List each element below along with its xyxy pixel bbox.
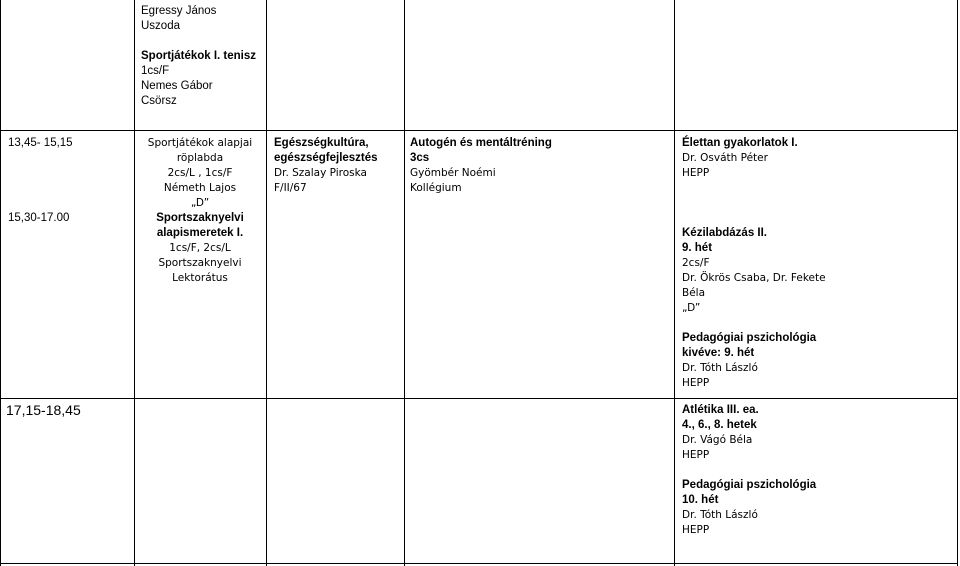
course-location: „D” <box>682 302 701 314</box>
top-block <box>141 4 256 109</box>
course-week: 4., 6., 8. hetek <box>682 419 757 431</box>
course-name: Sportjátékok alapjai <box>147 137 253 149</box>
grid-line-bottom <box>0 563 958 564</box>
time-slot-1: 13,45- 15,15 <box>8 137 73 149</box>
sport-column-cell <box>135 136 265 286</box>
grid-line-right-outer <box>957 0 958 566</box>
spacer <box>682 463 816 478</box>
course-teacher: Dr. Vágó Béla <box>682 434 753 446</box>
course-groups: 2cs/F <box>682 257 710 269</box>
course-location: „D” <box>190 197 210 209</box>
course-teacher: Dr. Osváth Péter <box>682 152 768 164</box>
course-location: Lektorátus <box>172 272 228 284</box>
course-name: Pedagógiai pszichológia <box>682 332 817 344</box>
course-groups: 1cs/F, 2cs/L <box>169 242 231 254</box>
grid-line-col3 <box>404 0 405 566</box>
blank-line <box>141 34 256 49</box>
autogen-column-cell <box>410 136 552 196</box>
course-groups: 3cs <box>410 152 430 164</box>
course-teacher: Dr. Ökrös Csaba, Dr. Fekete <box>682 272 826 284</box>
grid-line-left-outer <box>0 0 1 566</box>
course-location: HEPP <box>682 449 710 461</box>
course-teacher: Gyömbér Noémi <box>410 167 496 179</box>
course-teacher: Sportszaknyelvi <box>158 257 242 269</box>
course-name: Kézilabdázás II. <box>682 227 768 239</box>
course-name: Autogén és mentáltréning <box>410 137 552 149</box>
course-name: Egészségkultúra, <box>274 137 369 149</box>
course-name-cont: alapismeretek I. <box>156 227 244 239</box>
health-column-cell <box>274 136 378 196</box>
course-name: Sportszaknyelvi <box>156 212 244 224</box>
grid-line-col4 <box>674 0 675 566</box>
course-week: kivéve: 9. hét <box>682 347 755 359</box>
course-teacher: Nemes Gábor <box>141 80 213 92</box>
course-name: Atlétika III. ea. <box>682 404 759 416</box>
venue-teacher: Egressy János <box>141 5 217 17</box>
course-title: Sportjátékok I. tenisz <box>141 50 257 62</box>
grid-line-col2 <box>266 0 267 566</box>
last-column-cell-row1 <box>682 136 826 391</box>
last-column-cell-row2 <box>682 403 816 538</box>
course-location: HEPP <box>682 377 710 389</box>
spacer <box>682 181 826 226</box>
course-teacher: Dr. Tóth László <box>682 509 758 521</box>
course-teacher: Németh Lajos <box>163 182 237 194</box>
course-name: Élettan gyakorlatok I. <box>682 137 798 149</box>
course-name: Pedagógiai pszichológia <box>682 479 817 491</box>
time-slot-3: 17,15-18,45 <box>6 402 81 418</box>
course-week: 10. hét <box>682 494 719 506</box>
course-location: HEPP <box>682 167 710 179</box>
course-name-cont: egészségfejlesztés <box>274 152 378 164</box>
course-location: Kollégium <box>410 182 462 194</box>
course-teacher: Dr. Szalay Piroska <box>274 167 367 179</box>
course-subtitle: röplabda <box>176 152 224 164</box>
grid-line-row1 <box>0 130 958 131</box>
time-slot-2: 15,30-17.00 <box>8 212 70 224</box>
course-teacher: Dr. Tóth László <box>682 362 758 374</box>
course-teacher-cont: Béla <box>682 287 706 299</box>
grid-line-row2 <box>0 398 958 399</box>
venue-name: Uszoda <box>141 20 180 32</box>
course-group: 1cs/F <box>141 65 170 77</box>
course-location: HEPP <box>682 524 710 536</box>
spacer <box>682 316 826 331</box>
course-location: Csörsz <box>141 95 177 107</box>
course-location: F/II/67 <box>274 182 307 194</box>
course-groups: 2cs/L , 1cs/F <box>167 167 233 179</box>
course-week: 9. hét <box>682 242 713 254</box>
